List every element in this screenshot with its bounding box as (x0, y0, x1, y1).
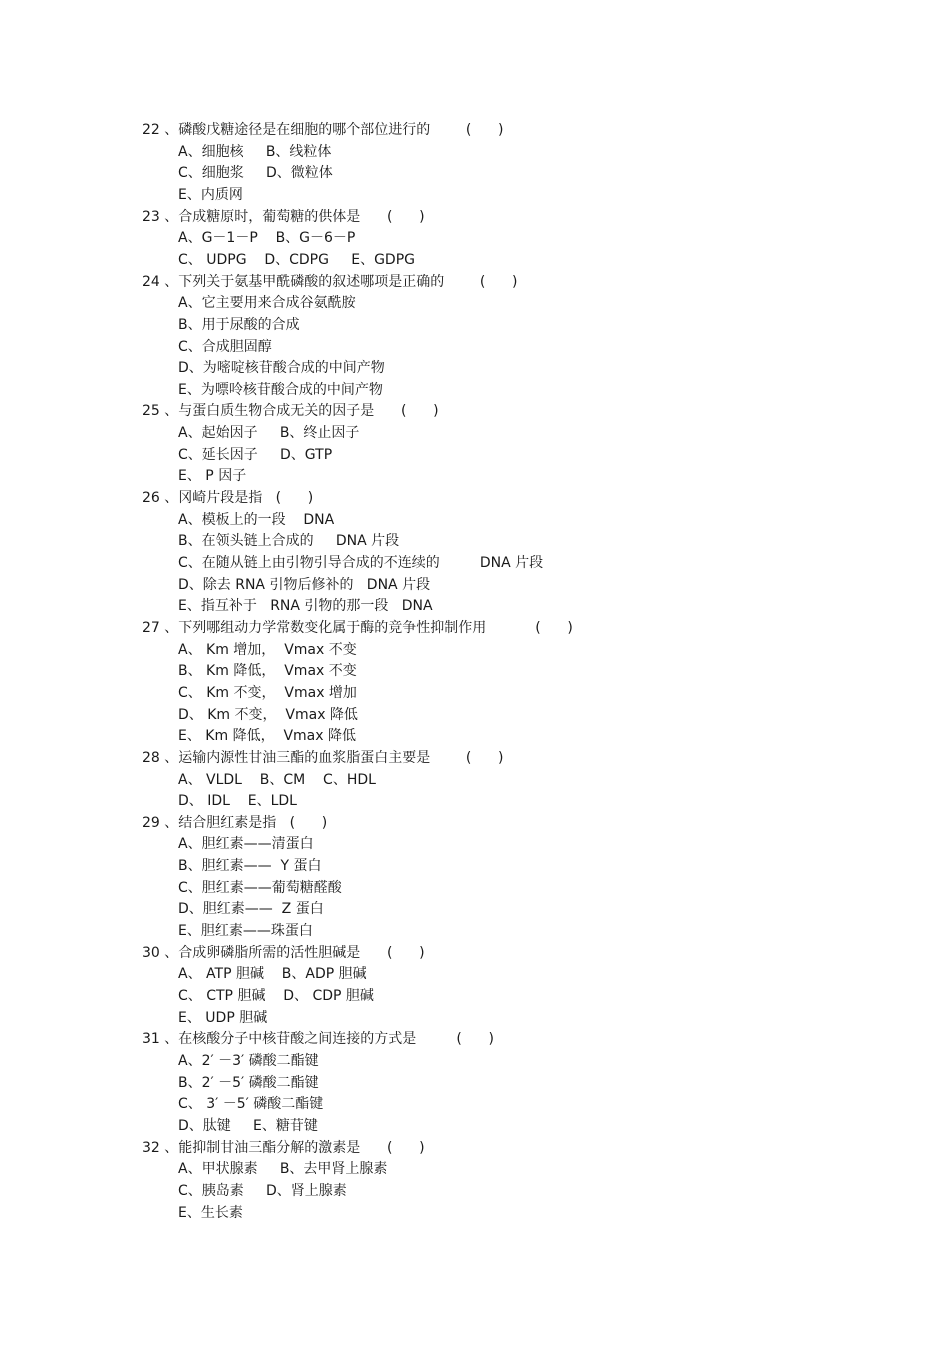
answer-option: A、胆红素——清蛋白 (178, 836, 314, 853)
question-stem: 23 、合成糖原时，葡萄糖的供体是 ( ) (142, 208, 425, 225)
answer-option: B、用于尿酸的合成 (178, 316, 300, 333)
answer-option: B、 Km 降低， Vmax 不变 (178, 663, 357, 680)
answer-option: D、为嘧啶核苷酸合成的中间产物 (178, 360, 385, 377)
question-stem: 29 、结合胆红素是指 ( ) (142, 814, 328, 831)
answer-option: C、 3′ －5′ 磷酸二酯键 (178, 1096, 324, 1113)
question-stem: 30 、合成卵磷脂所需的活性胆碱是 ( ) (142, 944, 425, 961)
answer-option: C、胆红素——葡萄糖醛酸 (178, 879, 342, 896)
question-stem: 26 、冈崎片段是指 ( ) (142, 490, 314, 506)
answer-option: E、胆红素——珠蛋白 (178, 923, 313, 939)
answer-option: C、 CTP 胆碱 D、 CDP 胆碱 (178, 988, 374, 1004)
answer-option: A、模板上的一段 DNA (178, 511, 335, 528)
answer-option: B、在领头链上合成的 DNA 片段 (178, 533, 400, 550)
question-stem: 28 、运输内源性甘油三酯的血浆脂蛋白主要是 ( ) (142, 749, 504, 766)
answer-option: C、胰岛素 D、肾上腺素 (178, 1182, 347, 1199)
answer-option: E、 P 因子 (178, 468, 247, 485)
answer-option: C、 UDPG D、CDPG E、GDPG (178, 251, 415, 268)
answer-option: D、胆红素—— Z 蛋白 (178, 901, 324, 918)
answer-option: B、2′ －5′ 磷酸二酯键 (178, 1074, 319, 1091)
answer-option: A、 VLDL B、CM C、HDL (178, 771, 376, 788)
question-stem: 22 、磷酸戊糖途径是在细胞的哪个部位进行的 ( ) (142, 122, 504, 138)
answer-option: E、 Km 降低， Vmax 降低 (178, 728, 356, 745)
answer-option: C、合成胆固醇 (178, 338, 272, 355)
question-stem: 32 、能抑制甘油三酯分解的激素是 ( ) (142, 1139, 425, 1156)
answer-option: A、 ATP 胆碱 B、ADP 胆碱 (178, 966, 367, 983)
answer-option: A、起始因子 B、终止因子 (178, 425, 360, 442)
answer-option: A、细胞核 B、线粒体 (178, 143, 332, 160)
answer-option: A、甲状腺素 B、去甲肾上腺素 (178, 1161, 388, 1178)
question-stem: 24 、下列关于氨基甲酰磷酸的叙述哪项是正确的 ( ) (142, 273, 518, 290)
question-stem: 25 、与蛋白质生物合成无关的因子是 ( ) (142, 403, 439, 420)
answer-option: C、在随从链上由引物引导合成的不连续的 DNA 片段 (178, 555, 544, 571)
answer-option: D、除去 RNA 引物后修补的 DNA 片段 (178, 576, 431, 593)
answer-option: D、 Km 不变， Vmax 降低 (178, 706, 358, 723)
answer-option: E、内质网 (178, 186, 243, 203)
answer-option: A、 Km 增加， Vmax 不变 (178, 641, 357, 658)
answer-option: D、肽键 E、糖苷键 (178, 1117, 318, 1134)
question-stem: 27 、下列哪组动力学常数变化属于酶的竞争性抑制作用 ( ) (142, 620, 573, 636)
answer-option: E、 UDP 胆碱 (178, 1009, 268, 1026)
answer-option: A、G－1－P B、G－6－P (178, 230, 356, 247)
answer-option: E、指互补于 RNA 引物的那一段 DNA (178, 598, 433, 615)
answer-option: D、 IDL E、LDL (178, 793, 297, 810)
answer-option: C、延长因子 D、GTP (178, 446, 333, 463)
answer-option: C、 Km 不变， Vmax 增加 (178, 684, 357, 701)
answer-option: E、生长素 (178, 1204, 243, 1221)
answer-option: C、细胞浆 D、微粒体 (178, 165, 333, 182)
question-stem: 31 、在核酸分子中核苷酸之间连接的方式是 ( ) (142, 1031, 494, 1048)
answer-option: E、为嘌呤核苷酸合成的中间产物 (178, 381, 383, 398)
answer-option: A、2′ －3′ 磷酸二酯键 (178, 1052, 319, 1069)
answer-option: A、它主要用来合成谷氨酰胺 (178, 295, 356, 312)
answer-option: B、胆红素—— Y 蛋白 (178, 858, 322, 875)
